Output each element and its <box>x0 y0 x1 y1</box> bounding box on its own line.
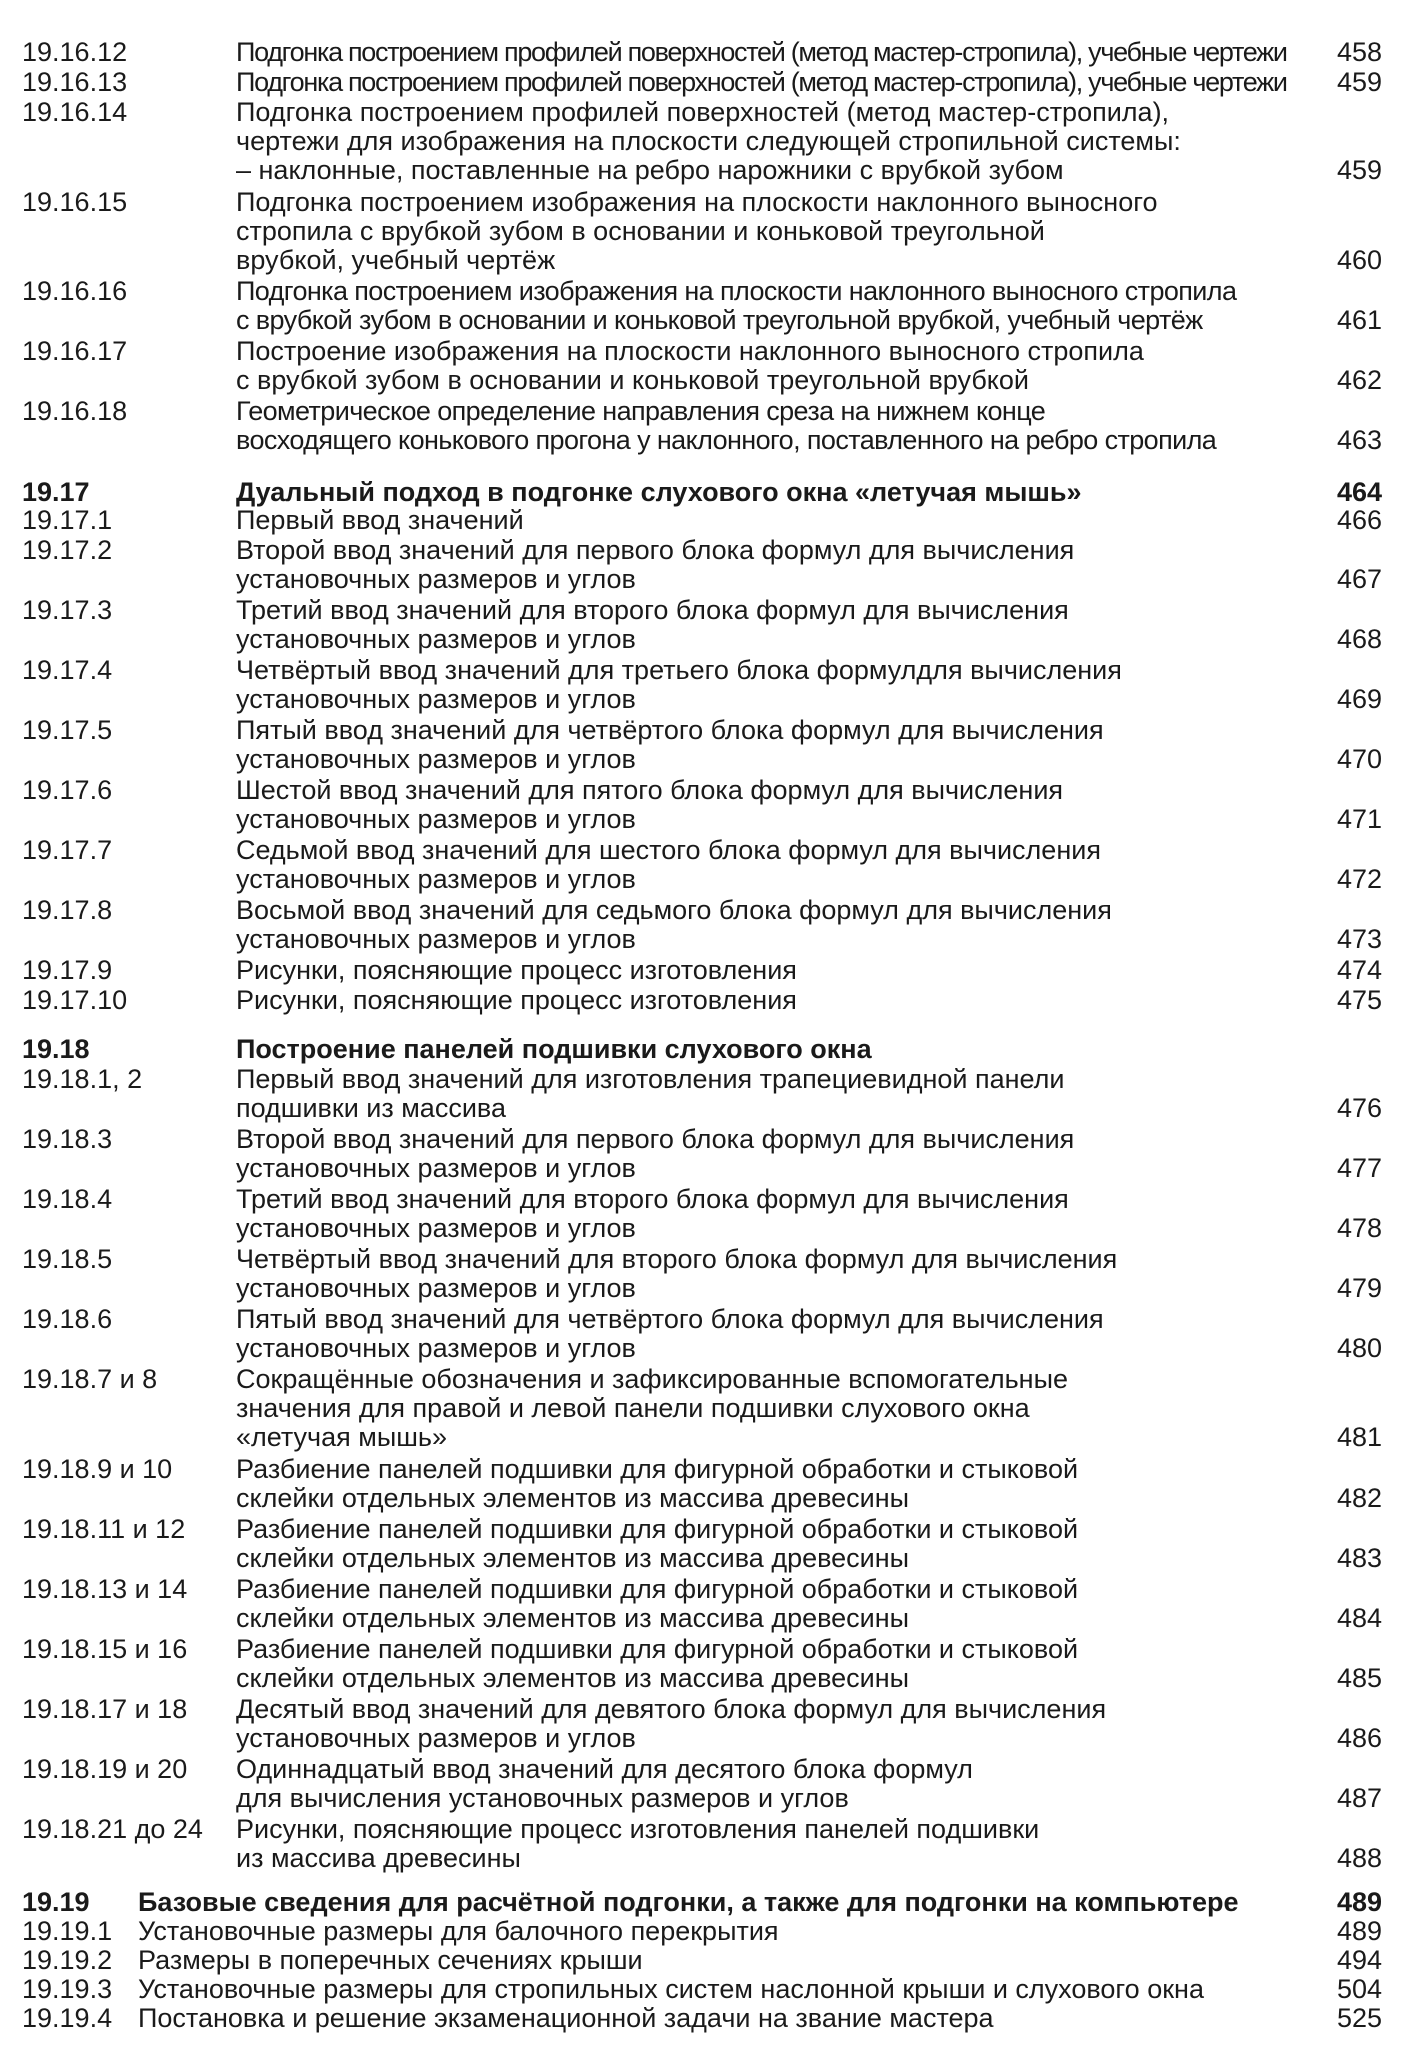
toc-entry-number: 19.18.3 <box>22 1124 113 1154</box>
toc-entry <box>0 1975 1414 2004</box>
toc-entry-number: 19.17.2 <box>22 535 113 565</box>
toc-entry-title-line: установочных размеров и углов <box>236 684 636 714</box>
toc-entry-page: 469 <box>1336 684 1382 714</box>
toc-entry <box>0 1635 1414 1693</box>
toc-entry-title-line: – наклонные, поставленные на ребро нарожники с врубкой зубом <box>236 155 1064 185</box>
toc-entry-title-line: Первый ввод значений <box>236 505 524 535</box>
toc-entry-page: 488 <box>1336 1843 1382 1873</box>
toc-entry-page: 482 <box>1336 1483 1382 1513</box>
toc-entry-page: 479 <box>1336 1273 1382 1303</box>
toc-entry-title-line: Подгонка построением профилей поверхностей (метод мастер-стропила), учебные чертежи <box>236 67 1287 97</box>
toc-entry-title <box>236 337 1331 395</box>
toc-entry <box>0 656 1414 714</box>
toc-entry-page: 471 <box>1336 804 1382 834</box>
toc-entry-number: 19.18.21 до 24 <box>22 1814 203 1844</box>
toc-entry-page: 466 <box>1336 505 1382 535</box>
toc-entry-title-line: Десятый ввод значений для девятого блока формул для вычисления <box>236 1694 1107 1724</box>
toc-entry-title-line: Установочные размеры для балочного перекрытия <box>138 1916 779 1946</box>
toc-entry-number: 19.18.15 и 16 <box>22 1634 188 1664</box>
toc-entry-title <box>236 956 1331 985</box>
toc-entry-title <box>236 1305 1331 1363</box>
toc-entry-page: 461 <box>1336 305 1382 335</box>
toc-entry-page: 489 <box>1336 1887 1382 1917</box>
toc-entry <box>0 896 1414 954</box>
toc-entry-title <box>236 656 1331 714</box>
toc-entry <box>0 716 1414 774</box>
toc-entry-number: 19.18.9 и 10 <box>22 1454 173 1484</box>
toc-entry-title-line: склейки отдельных элементов из массива древесины <box>236 1603 910 1633</box>
toc-entry-page: 483 <box>1336 1543 1382 1573</box>
toc-entry <box>0 1245 1414 1303</box>
toc-entry-number: 19.18.6 <box>22 1304 113 1334</box>
toc-entry-number: 19.16.18 <box>22 396 128 426</box>
toc-entry-title <box>236 776 1331 834</box>
toc-entry <box>0 397 1414 455</box>
toc-entry-title <box>236 38 1331 67</box>
toc-entry-title <box>236 1635 1331 1693</box>
toc-entry-number: 19.17.10 <box>22 985 128 1015</box>
toc-entry-title-line: Дуальный подход в подгонке слухового окна «летучая мышь» <box>236 477 1082 507</box>
toc-entry <box>0 1917 1414 1946</box>
toc-entry-number: 19.17.9 <box>22 955 113 985</box>
toc-entry-title-line: Подгонка построением профилей поверхностей (метод мастер-стропила), <box>236 97 1170 127</box>
toc-entry-title-line: с врубкой зубом в основании и коньковой треугольной врубкой <box>236 365 1029 395</box>
toc-entry-page: 474 <box>1336 955 1382 985</box>
toc-entry-title-line: Пятый ввод значений для четвёртого блока формул для вычисления <box>236 715 1104 745</box>
toc-entry-title-line: установочных размеров и углов <box>236 924 636 954</box>
toc-entry-title <box>236 1185 1331 1243</box>
toc-entry-title-line: Рисунки, поясняющие процесс изготовления <box>236 985 797 1015</box>
toc-entry <box>0 337 1414 395</box>
toc-entry-title-line: Построение изображения на плоскости наклонного выносного стропила <box>236 336 1144 366</box>
toc-entry-title <box>236 986 1331 1015</box>
toc-entry-title-line: Третий ввод значений для второго блока формул для вычисления <box>236 595 1069 625</box>
toc-entry-title-line: Разбиение панелей подшивки для фигурной обработки и стыковой <box>236 1514 1079 1544</box>
toc-section-heading <box>0 1888 1414 1917</box>
toc-entry-page: 480 <box>1336 1333 1382 1363</box>
toc-entry-number: 19.17.8 <box>22 895 113 925</box>
toc-entry <box>0 1515 1414 1573</box>
toc-entry-title-line: «летучая мышь» <box>236 1422 447 1452</box>
toc-entry <box>0 1305 1414 1363</box>
toc-entry <box>0 536 1414 594</box>
toc-entry-number: 19.17.4 <box>22 655 113 685</box>
toc-entry <box>0 1125 1414 1183</box>
toc-entry-page: 485 <box>1336 1663 1382 1693</box>
toc-entry-title-line: установочных размеров и углов <box>236 1213 636 1243</box>
toc-entry-title-line: Второй ввод значений для первого блока формул для вычисления <box>236 1124 1075 1154</box>
toc-entry <box>0 188 1414 275</box>
toc-entry-page: 504 <box>1336 1974 1382 2004</box>
toc-entry <box>0 986 1414 1015</box>
toc-entry-number: 19.16.13 <box>22 67 128 97</box>
toc-entry-title-line: установочных размеров и углов <box>236 864 636 894</box>
toc-entry-number: 19.19 <box>22 1887 90 1917</box>
toc-entry-title <box>236 1455 1331 1513</box>
toc-entry-title-line: подшивки из массива <box>236 1093 506 1123</box>
toc-entry-title <box>236 68 1331 97</box>
toc-entry-title <box>138 1975 1328 2004</box>
toc-entry-title <box>236 1695 1331 1753</box>
toc-entry-title-line: Постановка и решение экзаменационной задачи на звание мастера <box>138 2003 994 2033</box>
toc-entry-page: 462 <box>1336 365 1382 395</box>
toc-entry-number: 19.18.17 и 18 <box>22 1694 188 1724</box>
toc-entry-number: 19.18 <box>22 1034 90 1064</box>
toc-entry-title <box>138 1946 1328 1975</box>
toc-entry-page: 470 <box>1336 744 1382 774</box>
toc-entry-title <box>236 1575 1331 1633</box>
toc-entry <box>0 1065 1414 1123</box>
toc-entry-title <box>236 277 1331 335</box>
toc-entry-title <box>236 1065 1331 1123</box>
toc-entry <box>0 506 1414 535</box>
toc-entry-title-line: Сокращённые обозначения и зафиксированные вспомогательные <box>236 1364 1069 1394</box>
toc-entry-number: 19.19.1 <box>22 1916 113 1946</box>
toc-entry <box>0 277 1414 335</box>
toc-entry-title <box>236 506 1331 535</box>
toc-entry <box>0 1815 1414 1873</box>
toc-entry-title-line: Второй ввод значений для первого блока формул для вычисления <box>236 535 1075 565</box>
toc-entry-number: 19.17 <box>22 477 90 507</box>
toc-entry <box>0 1946 1414 1975</box>
toc-entry-title-line: установочных размеров и углов <box>236 1723 636 1753</box>
toc-entry <box>0 836 1414 894</box>
toc-entry-number: 19.17.3 <box>22 595 113 625</box>
toc-entry-page: 464 <box>1336 477 1382 507</box>
toc-entry-title-line: Разбиение панелей подшивки для фигурной обработки и стыковой <box>236 1634 1079 1664</box>
toc-section-heading <box>0 1035 1414 1064</box>
toc-entry-title <box>236 1755 1331 1813</box>
toc-entry-title-line: из массива древесины <box>236 1843 521 1873</box>
toc-entry-title-line: Построение панелей подшивки слухового окна <box>236 1034 872 1064</box>
toc-entry-title <box>236 716 1331 774</box>
toc-entry-number: 19.17.7 <box>22 835 113 865</box>
toc-entry-title <box>236 1515 1331 1573</box>
toc-entry-number: 19.18.1, 2 <box>22 1064 143 1094</box>
toc-entry-page: 459 <box>1336 67 1382 97</box>
toc-entry-title-line: установочных размеров и углов <box>236 1153 636 1183</box>
toc-entry-page: 468 <box>1336 624 1382 654</box>
toc-entry-title <box>236 1365 1331 1452</box>
toc-entry <box>0 1575 1414 1633</box>
toc-entry-title-line: значения для правой и левой панели подшивки слухового окна <box>236 1393 1030 1423</box>
toc-entry-page: 525 <box>1336 2003 1382 2033</box>
toc-entry <box>0 1365 1414 1452</box>
toc-entry-title <box>236 836 1331 894</box>
toc-entry-number: 19.17.6 <box>22 775 113 805</box>
toc-entry-page: 487 <box>1336 1783 1382 1813</box>
toc-entry-title <box>138 2004 1328 2033</box>
toc-entry-title-line: Разбиение панелей подшивки для фигурной обработки и стыковой <box>236 1574 1079 1604</box>
toc-entry-title-line: восходящего конькового прогона у наклонного, поставленного на ребро стропила <box>236 425 1217 455</box>
toc-entry-title-line: Подгонка построением изображения на плоскости наклонного выносного стропила <box>236 276 1237 306</box>
toc-entry-title <box>236 1125 1331 1183</box>
toc-entry-number: 19.16.17 <box>22 336 128 366</box>
toc-entry-title-line: склейки отдельных элементов из массива древесины <box>236 1663 910 1693</box>
toc-entry-title-line: Седьмой ввод значений для шестого блока формул для вычисления <box>236 835 1101 865</box>
toc-entry-page: 476 <box>1336 1093 1382 1123</box>
toc-entry <box>0 1695 1414 1753</box>
toc-entry-title <box>236 1245 1331 1303</box>
toc-entry-title <box>236 98 1331 185</box>
toc-entry-title <box>236 397 1331 455</box>
toc-entry-page: 478 <box>1336 1213 1382 1243</box>
toc-entry-page: 481 <box>1336 1422 1382 1452</box>
toc-entry-title <box>236 536 1331 594</box>
toc-entry <box>0 38 1414 67</box>
toc-entry-title-line: установочных размеров и углов <box>236 804 636 834</box>
toc-entry-title-line: Рисунки, поясняющие процесс изготовления панелей подшивки <box>236 1814 1040 1844</box>
toc-entry-title <box>236 478 1331 507</box>
toc-entry-number: 19.18.13 и 14 <box>22 1574 188 1604</box>
toc-entry-number: 19.16.14 <box>22 97 128 127</box>
toc-entry <box>0 98 1414 185</box>
toc-entry-title-line: Разбиение панелей подшивки для фигурной обработки и стыковой <box>236 1454 1079 1484</box>
toc-entry-title-line: стропила с врубкой зубом в основании и коньковой треугольной <box>236 216 1045 246</box>
toc-entry-title-line: для вычисления установочных размеров и углов <box>236 1783 849 1813</box>
toc-entry-title-line: установочных размеров и углов <box>236 1333 636 1363</box>
toc-entry-title-line: установочных размеров и углов <box>236 564 636 594</box>
toc-entry-page: 473 <box>1336 924 1382 954</box>
toc-entry-number: 19.16.15 <box>22 187 128 217</box>
toc-entry-title-line: Подгонка построением изображения на плоскости наклонного выносного <box>236 187 1158 217</box>
toc-entry-title-line: склейки отдельных элементов из массива древесины <box>236 1483 910 1513</box>
toc-entry-number: 19.18.19 и 20 <box>22 1754 188 1784</box>
toc-entry-number: 19.18.4 <box>22 1184 113 1214</box>
toc-entry-title-line: установочных размеров и углов <box>236 624 636 654</box>
toc-entry-number: 19.18.5 <box>22 1244 113 1274</box>
toc-entry <box>0 2004 1414 2033</box>
toc-entry-number: 19.19.3 <box>22 1974 113 2004</box>
toc-entry-page: 494 <box>1336 1945 1382 1975</box>
toc-entry-title-line: Третий ввод значений для второго блока формул для вычисления <box>236 1184 1069 1214</box>
toc-entry-page: 475 <box>1336 985 1382 1015</box>
toc-entry-number: 19.18.7 и 8 <box>22 1364 158 1394</box>
toc-entry-title-line: Шестой ввод значений для пятого блока формул для вычисления <box>236 775 1064 805</box>
toc-entry-number: 19.18.11 и 12 <box>22 1514 186 1544</box>
toc-entry-page: 460 <box>1336 245 1382 275</box>
toc-entry-title <box>236 1815 1331 1873</box>
toc-entry <box>0 776 1414 834</box>
toc-entry-page: 459 <box>1336 155 1382 185</box>
toc-entry-page: 489 <box>1336 1916 1382 1946</box>
toc-entry-title-line: Рисунки, поясняющие процесс изготовления <box>236 955 797 985</box>
toc-entry-title <box>236 896 1331 954</box>
toc-entry-title-line: Восьмой ввод значений для седьмого блока формул для вычисления <box>236 895 1112 925</box>
toc-entry-title-line: Одиннадцатый ввод значений для десятого блока формул <box>236 1754 973 1784</box>
toc-entry-number: 19.16.12 <box>22 37 128 67</box>
toc-entry-title-line: склейки отдельных элементов из массива древесины <box>236 1543 910 1573</box>
toc-entry-page: 472 <box>1336 864 1382 894</box>
toc-entry-title-line: Четвёртый ввод значений для третьего блока формулдля вычисления <box>236 655 1122 685</box>
toc-entry-page: 463 <box>1336 425 1382 455</box>
toc-entry <box>0 956 1414 985</box>
toc-entry-title <box>236 596 1331 654</box>
toc-entry-page: 486 <box>1336 1723 1382 1753</box>
toc-entry-page: 477 <box>1336 1153 1382 1183</box>
toc-entry <box>0 1755 1414 1813</box>
toc-entry-title-line: Геометрическое определение направления среза на нижнем конце <box>236 396 1046 426</box>
toc-entry-title-line: Пятый ввод значений для четвёртого блока формул для вычисления <box>236 1304 1104 1334</box>
toc-entry <box>0 1185 1414 1243</box>
toc-entry-title <box>236 188 1331 275</box>
toc-entry-title-line: врубкой, учебный чертёж <box>236 245 556 275</box>
toc-entry-title-line: установочных размеров и углов <box>236 1273 636 1303</box>
toc-entry-title-line: установочных размеров и углов <box>236 744 636 774</box>
toc-entry-number: 19.19.4 <box>22 2003 113 2033</box>
toc-entry-number: 19.17.5 <box>22 715 113 745</box>
toc-entry <box>0 68 1414 97</box>
toc-entry-title-line: Размеры в поперечных сечениях крыши <box>138 1945 643 1975</box>
toc-entry-title-line: Первый ввод значений для изготовления трапециевидной панели <box>236 1064 1065 1094</box>
toc-entry-page: 467 <box>1336 564 1382 594</box>
toc-entry-page: 484 <box>1336 1603 1382 1633</box>
toc-entry-title <box>236 1035 1331 1064</box>
toc-entry <box>0 596 1414 654</box>
toc-entry-title-line: чертежи для изображения на плоскости следующей стропильной системы: <box>236 126 1181 156</box>
toc-entry-title-line: с врубкой зубом в основании и коньковой треугольной врубкой, учебный чертёж <box>236 305 1203 335</box>
toc-entry <box>0 1455 1414 1513</box>
toc-entry-title <box>138 1888 1328 1917</box>
toc-entry-title-line: Установочные размеры для стропильных систем наслонной крыши и слухового окна <box>138 1974 1204 2004</box>
toc-entry-title-line: Четвёртый ввод значений для второго блока формул для вычисления <box>236 1244 1118 1274</box>
toc-entry-page: 458 <box>1336 37 1382 67</box>
toc-entry-title <box>138 1917 1328 1946</box>
toc-entry-title-line: Подгонка построением профилей поверхностей (метод мастер-стропила), учебные чертежи <box>236 37 1287 67</box>
toc-entry-number: 19.17.1 <box>22 505 113 535</box>
toc-section-heading <box>0 478 1414 507</box>
toc-entry-number: 19.19.2 <box>22 1945 113 1975</box>
toc-entry-title-line: Базовые сведения для расчётной подгонки, а также для подгонки на компьютере <box>138 1887 1239 1917</box>
toc-entry-number: 19.16.16 <box>22 276 128 306</box>
